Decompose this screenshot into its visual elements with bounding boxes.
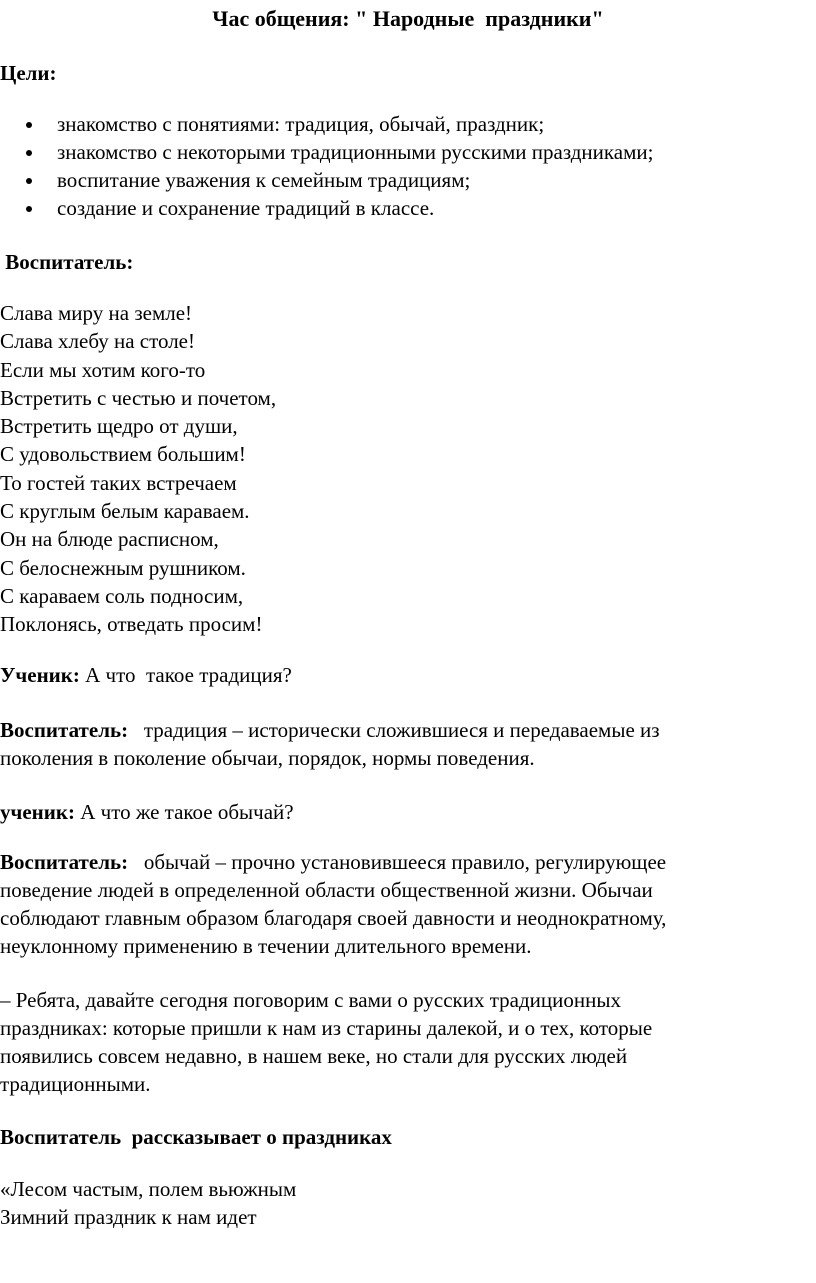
answer-text: соблюдают главным образом благодаря своей давности и неоднократному, <box>0 906 667 930</box>
poem-line: Зимний праздник к нам идет <box>0 1205 257 1229</box>
poem-line: С круглым белым караваем. <box>0 499 250 524</box>
speaker-label: Воспитатель: <box>0 718 129 742</box>
question-text: А что же такое обычай? <box>74 800 294 824</box>
stage-direction: Воспитатель рассказывает о праздниках <box>0 1125 392 1149</box>
poem <box>0 299 276 639</box>
teacher-heading: Воспитатель: <box>0 250 134 274</box>
goal-item <box>0 110 653 138</box>
answer-text: поколения в поколение обычаи, порядок, нормы поведения. <box>0 746 535 770</box>
poem-line: Слава хлебу на столе! <box>0 329 195 354</box>
bullet-icon <box>26 178 32 184</box>
intro-line: традиционными. <box>0 1072 151 1096</box>
intro-paragraph <box>0 986 800 1098</box>
question-text: А что такое традиция? <box>79 663 292 687</box>
answer-text: поведение людей в определенной области общественной жизни. Обычаи <box>0 878 653 902</box>
poem-line: С караваем соль подносим, <box>0 583 244 608</box>
goals-heading: Цели: <box>0 61 57 85</box>
intro-line: появились совсем недавно, в нашем веке, но стали для русских людей <box>0 1044 628 1068</box>
answer-text: обычай – прочно установившееся правило, регулирующее <box>128 850 667 874</box>
goal-text: создание и сохранение традиций в классе. <box>57 196 435 220</box>
goal-item <box>0 194 653 222</box>
poem-line: То гостей таких встречаем <box>0 470 237 495</box>
intro-line: – Ребята, давайте сегодня поговорим с вами о русских традиционных <box>0 988 621 1012</box>
bullet-icon <box>26 150 32 156</box>
document-title: Час общения: " Народные праздники" <box>212 6 604 31</box>
goals-list <box>0 110 653 222</box>
speaker-label: Ученик: <box>0 663 80 687</box>
teacher-answer-2 <box>0 848 800 960</box>
teacher-answer-1 <box>0 716 800 772</box>
poem-line: «Лесом частым, полем вьюжным <box>0 1177 297 1201</box>
answer-text: неуклонному применению в течении длительного времени. <box>0 934 532 958</box>
poem-line: Встретить щедро от души, <box>0 414 238 439</box>
poem-line: Встретить с честью и почетом, <box>0 385 277 410</box>
poem-line: Поклонясь, отведать просим! <box>0 612 263 637</box>
goal-item <box>0 138 653 166</box>
poem-line: С удовольствием большим! <box>0 442 246 467</box>
poem-line: Слава миру на земле! <box>0 301 193 325</box>
poem-line: Он на блюде расписном, <box>0 527 219 552</box>
speaker-label: ученик: <box>0 800 75 824</box>
student-question-2 <box>0 798 800 826</box>
goal-text: знакомство с некоторыми традиционными русскими праздниками; <box>57 140 654 164</box>
student-question-1 <box>0 661 800 689</box>
bullet-icon <box>26 122 32 128</box>
poem-line: С белоснежным рушником. <box>0 555 246 580</box>
goal-item <box>0 166 653 194</box>
bullet-icon <box>26 206 32 212</box>
speaker-label: Воспитатель: <box>0 850 129 874</box>
goal-text: воспитание уважения к семейным традициям; <box>57 168 471 192</box>
intro-line: праздниках: которые пришли к нам из старины далекой, и о тех, которые <box>0 1016 653 1040</box>
poem-line: Если мы хотим кого-то <box>0 357 206 382</box>
poem-2 <box>0 1175 800 1231</box>
goal-text: знакомство с понятиями: традиция, обычай, праздник; <box>57 112 545 136</box>
answer-text: традиция – исторически сложившиеся и передаваемые из <box>128 718 660 742</box>
